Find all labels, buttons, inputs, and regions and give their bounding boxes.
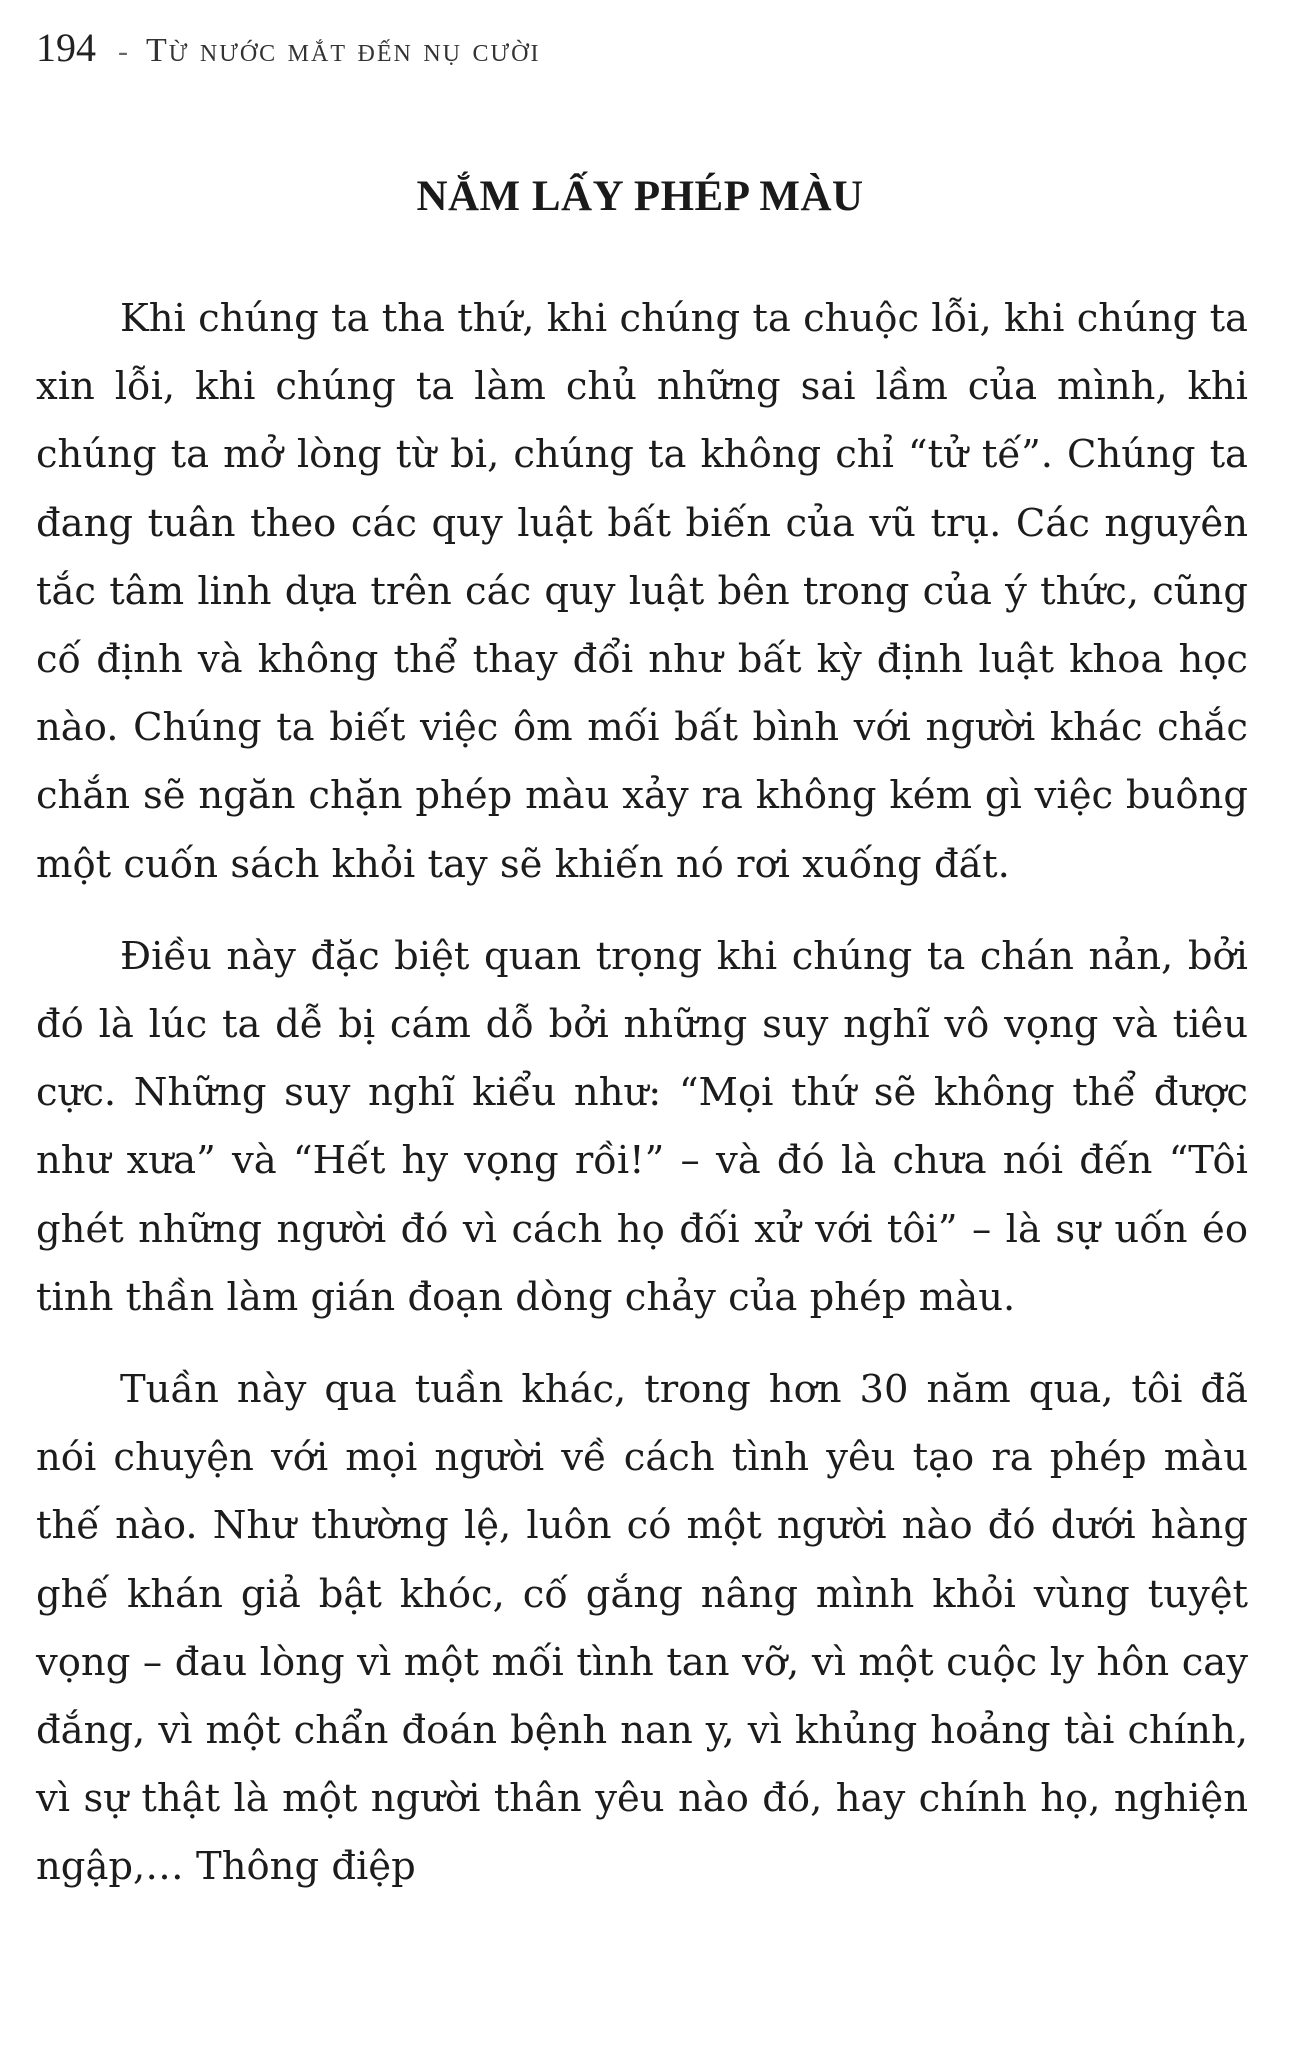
paragraph-1: Khi chúng ta tha thứ, khi chúng ta chuộc lỗi, khi chúng ta xin lỗi, khi chúng ta làm chủ những sai lầm của mình, khi chúng ta mở lòng từ bi, chúng ta không chỉ “tử tế”. Chúng ta đang tuân theo các quy luật bất biến của vũ trụ. Các nguyên tắc tâm linh dựa trên các quy luật bên trong của ý thức, cũng cố định và không thể thay đổi như bất kỳ định luật khoa học nào. Chúng ta biết việc ôm mối bất bình với người khác chắc chắn sẽ ngăn chặn phép màu xảy ra không kém gì việc buông một cuốn sách khỏi tay sẽ khiến nó rơi xuống đất. [36, 296, 1248, 887]
section-title: NẮM LẤY PHÉP MÀU [416, 173, 864, 220]
book-title: Từ nước mắt đến nụ cười [146, 32, 541, 69]
paragraph-3: Tuần này qua tuần khác, trong hơn 30 năm qua, tôi đã nói chuyện với mọi người về cách tình yêu tạo ra phép màu thế nào. Như thường lệ, luôn có một người nào đó dưới hàng ghế khán giả bật khóc, cố gắng nâng mình khỏi vùng tuyệt vọng – đau lòng vì một mối tình tan vỡ, vì một cuộc ly hôn cay đắng, vì một chẩn đoán bệnh nan y, vì khủng hoảng tài chính, vì sự thật là một người thân yêu nào đó, hay chính họ, nghiện ngập,… Thông điệp [36, 1367, 1248, 1890]
running-header [36, 24, 540, 71]
body-text [36, 285, 1248, 1926]
page-number: 194 [36, 25, 96, 70]
header-separator: - [118, 35, 128, 68]
paragraph-2: Điều này đặc biệt quan trọng khi chúng ta chán nản, bởi đó là lúc ta dễ bị cám dỗ bởi những suy nghĩ vô vọng và tiêu cực. Những suy nghĩ kiểu như: “Mọi thứ sẽ không thể được như xưa” và “Hết hy vọng rồi!” – và đó là chưa nói đến “Tôi ghét những người đó vì cách họ đối xử với tôi” – là sự uốn éo tinh thần làm gián đoạn dòng chảy của phép màu. [36, 933, 1248, 1320]
